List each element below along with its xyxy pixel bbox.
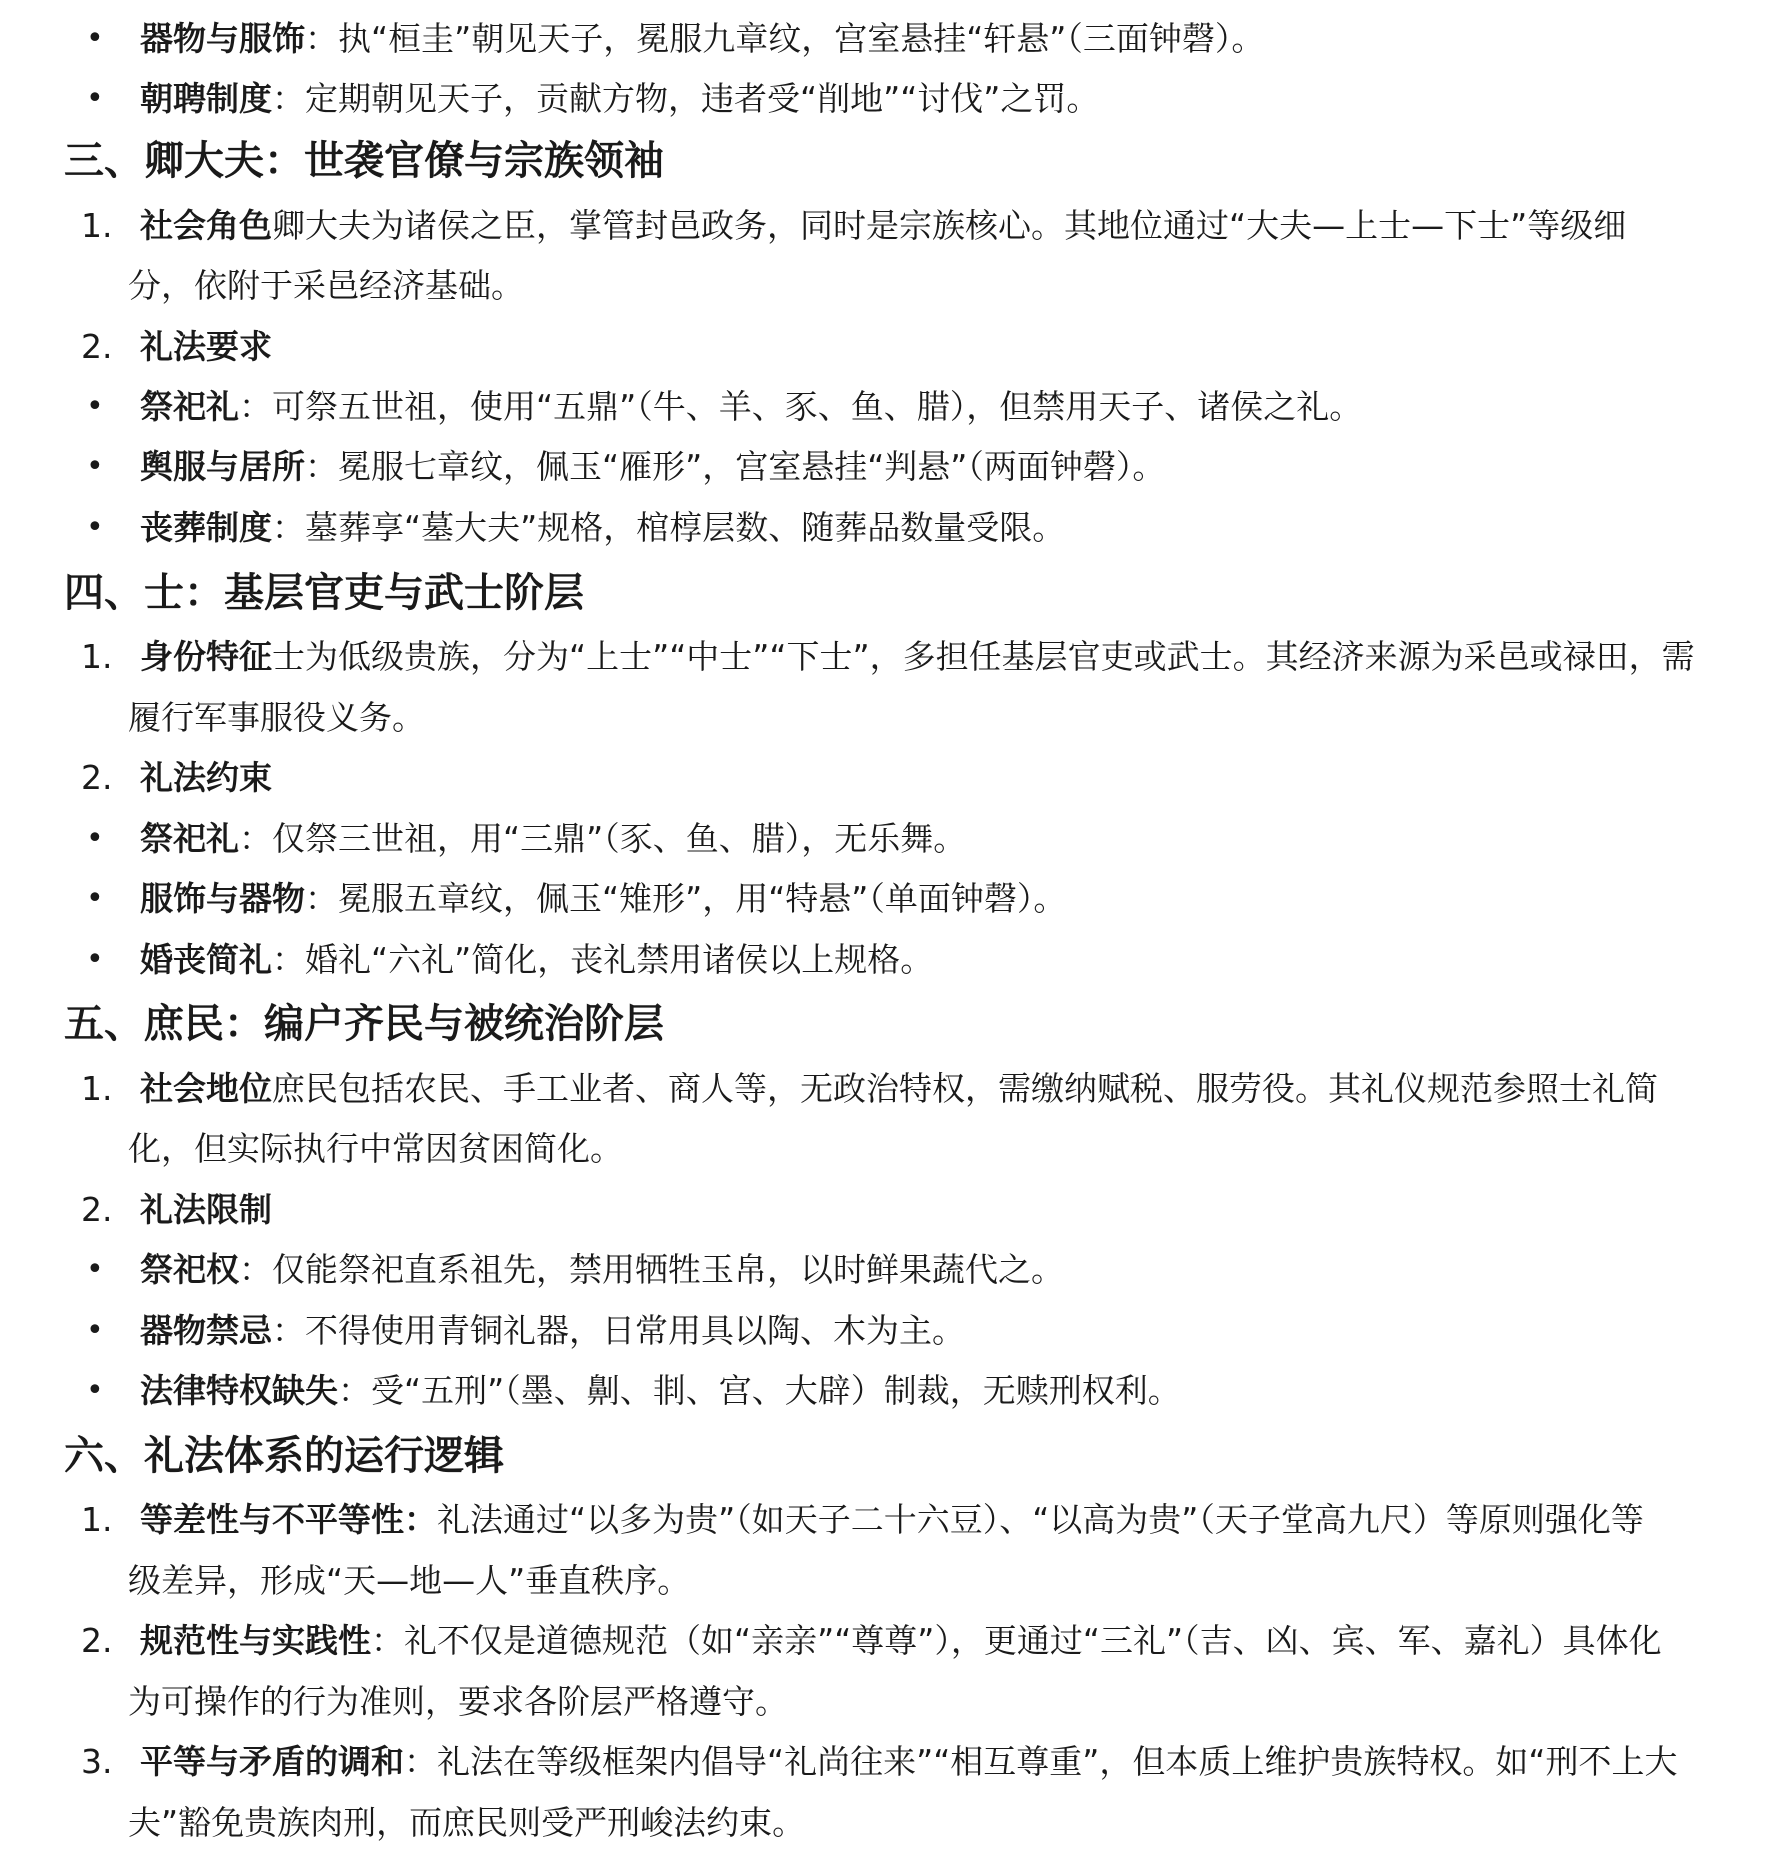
numbered-item (0, 1490, 1780, 1550)
item-label: 婚丧简礼 (140, 940, 272, 979)
item-text: 仅能祭祀直系祖先，禁用牺牲玉帛，以时鲜果蔬代之。 (272, 1250, 1064, 1289)
item-label: 社会地位 (140, 1069, 272, 1108)
item-separator: ： (404, 1500, 437, 1539)
item-label: 平等与矛盾的调和 (140, 1742, 404, 1781)
numbered-item (0, 627, 1780, 687)
bullet-marker: • (86, 81, 104, 116)
item-text: 冕服七章纹，佩玉“雁形”，宫室悬挂“判悬”（两面钟磬）。 (338, 447, 1166, 486)
list-item (0, 1301, 1780, 1361)
numbered-item (0, 1611, 1780, 1671)
bullet-marker: • (86, 510, 104, 545)
item-label: 礼法限制 (140, 1190, 272, 1229)
numbered-item (0, 317, 1780, 377)
section-heading: 五、庶民：编户齐民与被统治阶层 (64, 1001, 664, 1047)
section-heading: 四、士：基层官吏与武士阶层 (64, 570, 584, 616)
item-label: 身份特征 (140, 637, 272, 676)
numbered-item (0, 1059, 1780, 1119)
number-marker: 2. (81, 1621, 113, 1660)
number-marker: 3. (81, 1742, 113, 1781)
item-label: 朝聘制度 (140, 79, 272, 118)
number-marker: 1. (81, 1069, 113, 1108)
item-text: 执“桓圭”朝见天子，冕服九章纹，宫室悬挂“轩悬”（三面钟磬）。 (338, 19, 1265, 58)
item-label: 服饰与器物 (140, 879, 305, 918)
numbered-item (0, 1180, 1780, 1240)
list-item (0, 377, 1780, 437)
list-item (0, 9, 1780, 69)
bullet-marker: • (86, 881, 104, 916)
list-item (0, 498, 1780, 558)
item-separator: ： (272, 1311, 305, 1350)
number-marker: 2. (81, 327, 113, 366)
bullet-marker: • (86, 21, 104, 56)
item-label: 法律特权缺失 (140, 1371, 338, 1410)
item-label: 祭祀礼 (140, 819, 239, 858)
item-label: 丧葬制度 (140, 508, 272, 547)
list-item (0, 869, 1780, 929)
item-continuation: 履行军事服役义务。 (128, 698, 425, 737)
item-separator: ： (305, 19, 338, 58)
item-continuation: 化，但实际执行中常因贫困简化。 (128, 1129, 623, 1168)
list-item (0, 809, 1780, 869)
item-label: 规范性与实践性 (140, 1621, 371, 1660)
item-text: 礼不仅是道德规范（如“亲亲”“尊尊”），更通过“三礼”（吉、凶、宾、军、嘉礼）具体化 (404, 1621, 1662, 1660)
numbered-item (0, 748, 1780, 808)
section-heading: 六、礼法体系的运行逻辑 (64, 1433, 504, 1479)
item-label: 祭祀权 (140, 1250, 239, 1289)
list-item (0, 1361, 1780, 1421)
item-separator: ： (239, 387, 272, 426)
item-separator: ： (305, 879, 338, 918)
list-item (0, 930, 1780, 990)
section-heading: 三、卿大夫：世袭官僚与宗族领袖 (64, 138, 664, 184)
item-label: 社会角色 (140, 206, 272, 245)
number-marker: 1. (81, 206, 113, 245)
item-label: 舆服与居所 (140, 447, 305, 486)
item-separator: ： (272, 940, 305, 979)
item-text: 仅祭三世祖，用“三鼎”（豕、鱼、腊），无乐舞。 (272, 819, 967, 858)
number-marker: 1. (81, 1500, 113, 1539)
item-text: 士为低级贵族，分为“上士”“中士”“下士”，多担任基层官吏或武士。其经济来源为采邑或禄田，需 (272, 637, 1695, 676)
item-separator: ： (404, 1742, 437, 1781)
item-text: 可祭五世祖，使用“五鼎”（牛、羊、豕、鱼、腊），但禁用天子、诸侯之礼。 (272, 387, 1363, 426)
item-separator: ： (272, 79, 305, 118)
list-item (0, 1240, 1780, 1300)
item-text: 受“五刑”（墨、劓、剕、宫、大辟）制裁，无赎刑权利。 (371, 1371, 1181, 1410)
bullet-marker: • (86, 1373, 104, 1408)
item-separator: ： (371, 1621, 404, 1660)
bullet-marker: • (86, 449, 104, 484)
bullet-marker: • (86, 1252, 104, 1287)
bullet-marker: • (86, 1313, 104, 1348)
item-label: 祭祀礼 (140, 387, 239, 426)
item-label: 器物禁忌 (140, 1311, 272, 1350)
number-marker: 2. (81, 1190, 113, 1229)
item-label: 器物与服饰 (140, 19, 305, 58)
item-separator: ： (338, 1371, 371, 1410)
item-separator: ： (239, 1250, 272, 1289)
item-separator: ： (272, 508, 305, 547)
item-label: 礼法要求 (140, 327, 272, 366)
item-label: 礼法约束 (140, 758, 272, 797)
item-separator: ： (305, 447, 338, 486)
item-separator: ： (239, 819, 272, 858)
list-item (0, 437, 1780, 497)
item-text: 卿大夫为诸侯之臣，掌管封邑政务，同时是宗族核心。其地位通过“大夫—上士—下士”等级细 (272, 206, 1627, 245)
bullet-marker: • (86, 942, 104, 977)
item-text: 礼法通过“以多为贵”（如天子二十六豆）、“以高为贵”（天子堂高九尺）等原则强化等 (437, 1500, 1644, 1539)
number-marker: 1. (81, 637, 113, 676)
item-label: 等差性与不平等性 (140, 1500, 404, 1539)
item-continuation: 级差异，形成“天—地—人”垂直秩序。 (128, 1561, 691, 1600)
item-text: 定期朝见天子，贡献方物，违者受“削地”“讨伐”之罚。 (305, 79, 1100, 118)
bullet-marker: • (86, 389, 104, 424)
numbered-item (0, 1732, 1780, 1792)
list-item (0, 69, 1780, 129)
item-text: 墓葬享“墓大夫”规格，棺椁层数、随葬品数量受限。 (305, 508, 1066, 547)
number-marker: 2. (81, 758, 113, 797)
item-text: 不得使用青铜礼器，日常用具以陶、木为主。 (305, 1311, 965, 1350)
item-continuation: 分，依附于采邑经济基础。 (128, 266, 524, 305)
bullet-marker: • (86, 821, 104, 856)
numbered-item (0, 196, 1780, 256)
item-text: 婚礼“六礼”简化，丧礼禁用诸侯以上规格。 (305, 940, 934, 979)
item-continuation: 为可操作的行为准则，要求各阶层严格遵守。 (128, 1682, 788, 1721)
item-text: 礼法在等级框架内倡导“礼尚往来”“相互尊重”，但本质上维护贵族特权。如“刑不上大 (437, 1742, 1678, 1781)
item-continuation: 夫”豁免贵族肉刑，而庶民则受严刑峻法约束。 (128, 1803, 806, 1842)
item-text: 冕服五章纹，佩玉“雉形”，用“特悬”（单面钟磬）。 (338, 879, 1067, 918)
item-text: 庶民包括农民、手工业者、商人等，无政治特权，需缴纳赋税、服劳役。其礼仪规范参照士礼简 (272, 1069, 1658, 1108)
